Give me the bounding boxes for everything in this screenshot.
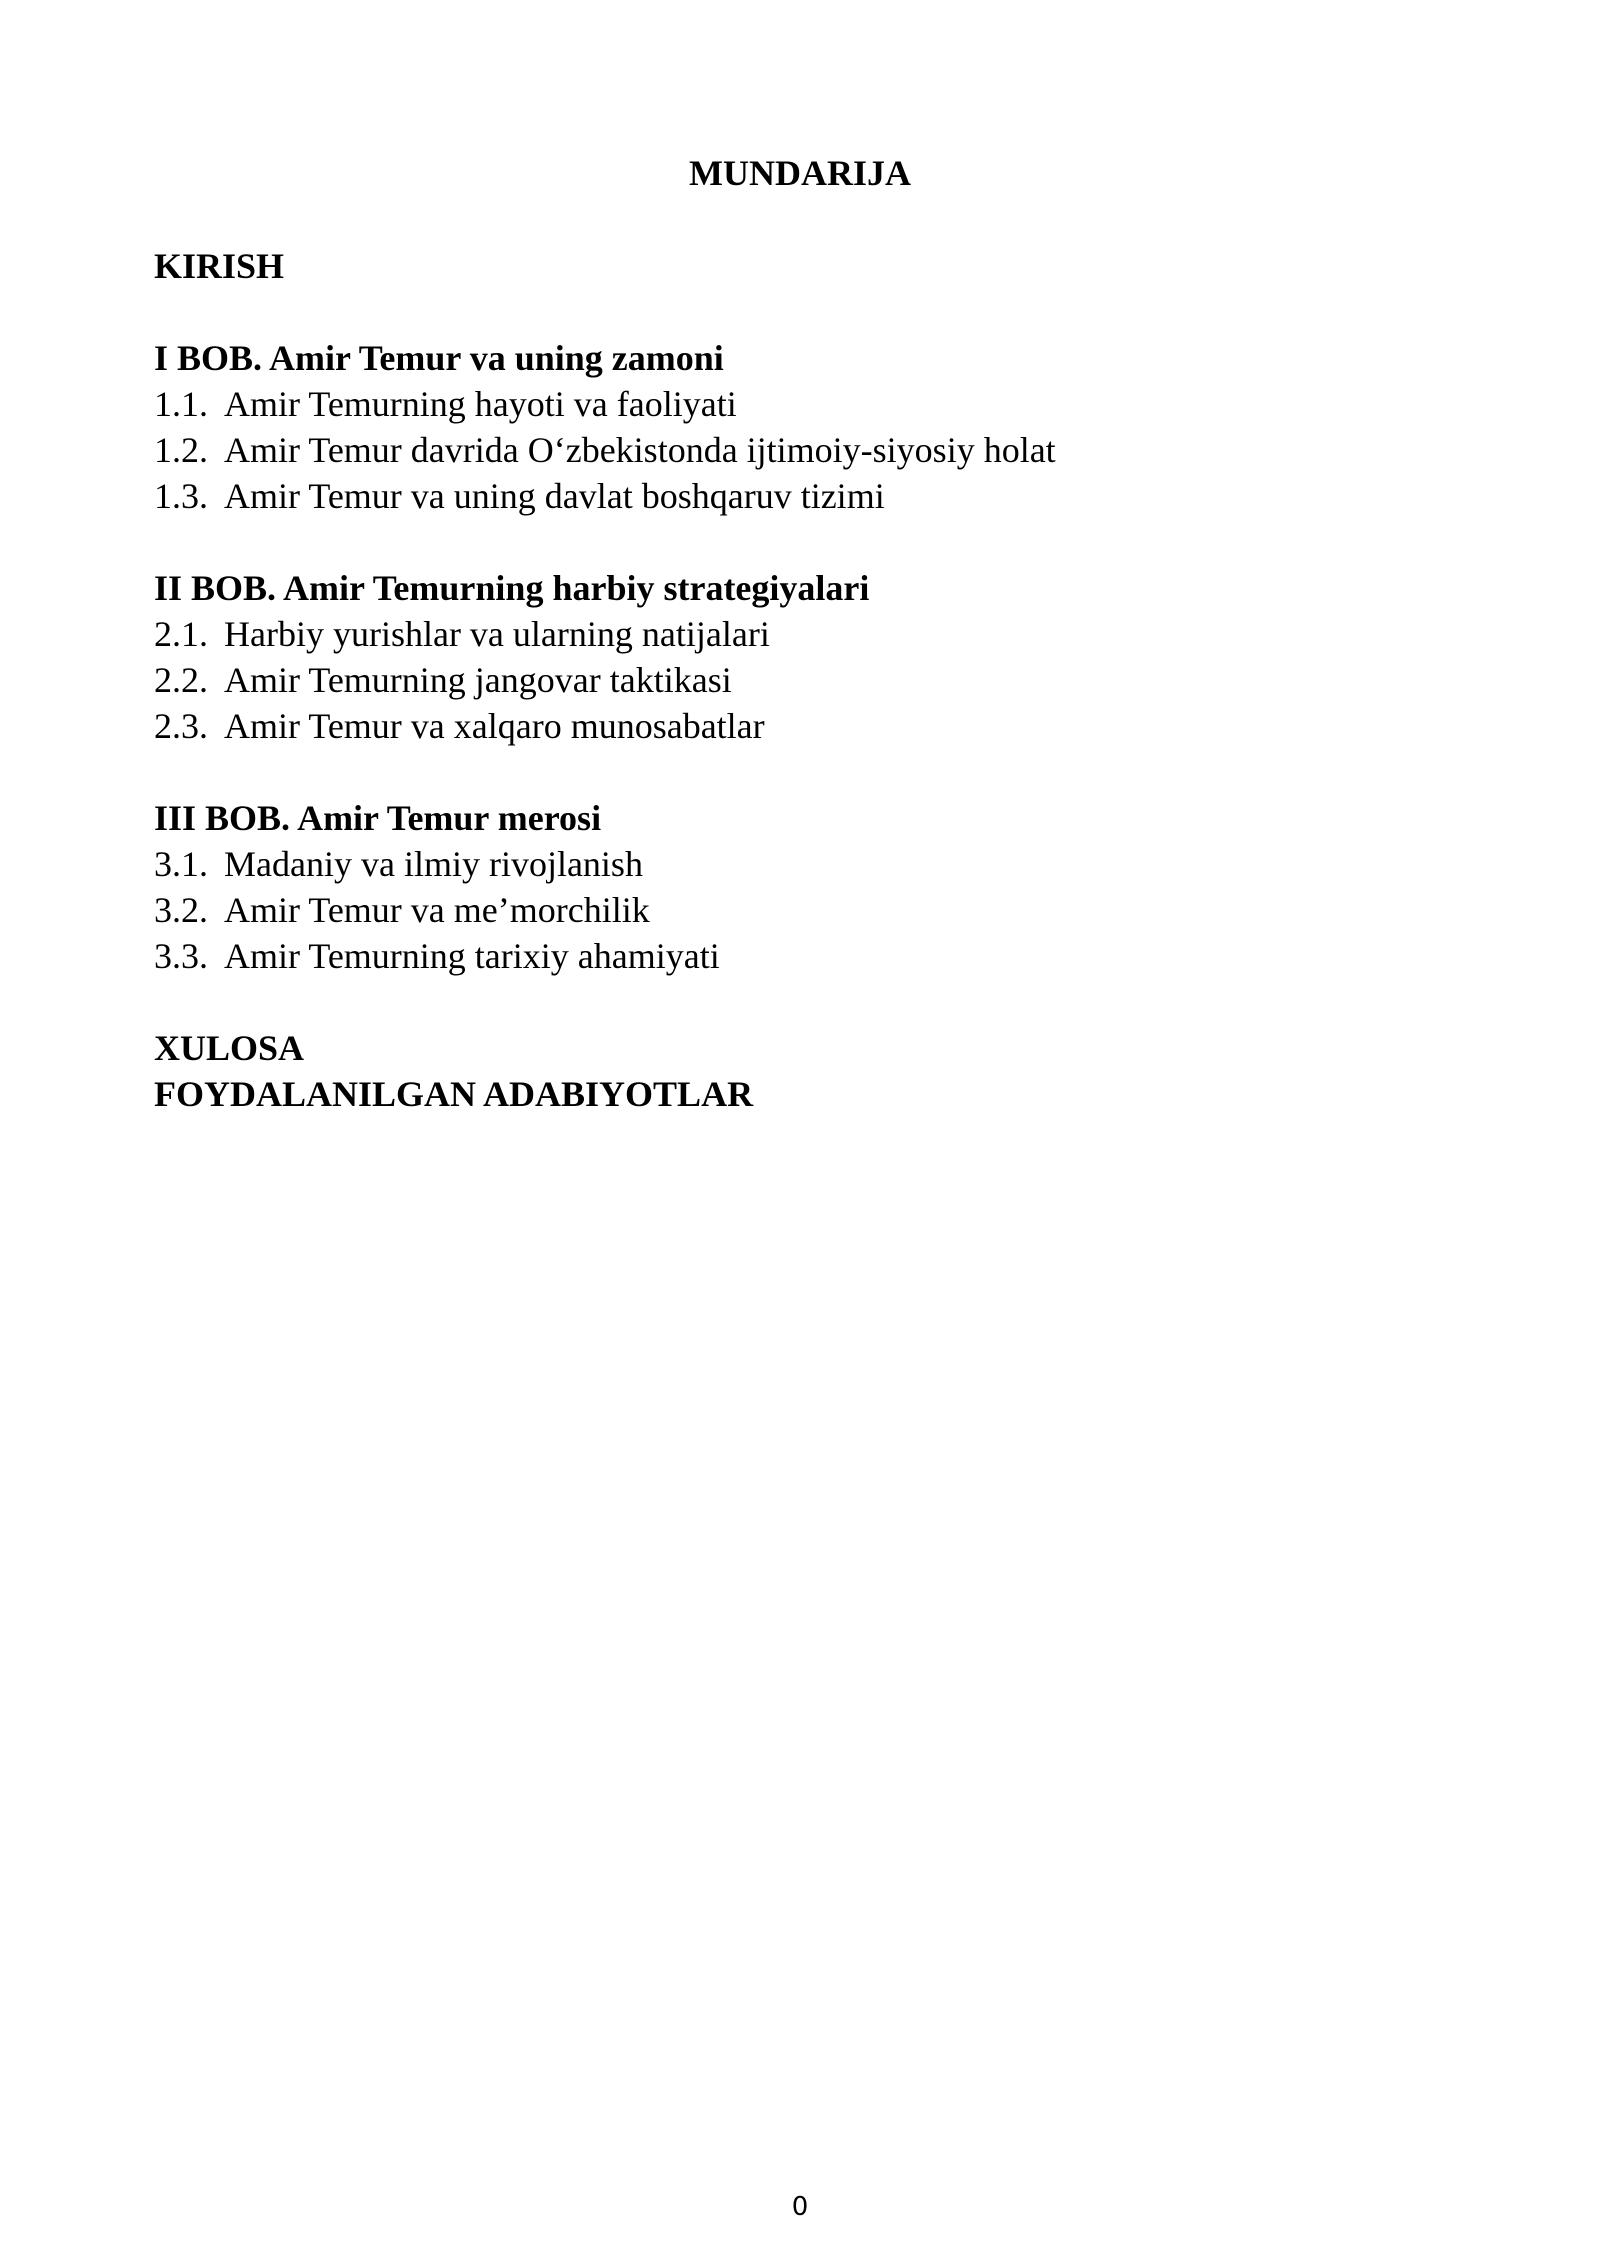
toc-intro: KIRISH <box>154 246 285 286</box>
section-number: 2.2. <box>154 660 208 700</box>
section-number: 1.2. <box>154 430 208 470</box>
toc-conclusion: XULOSA <box>154 1028 305 1068</box>
spacer <box>154 289 1454 335</box>
section-title: Amir Temurning tarixiy ahamiyati <box>224 936 720 976</box>
section-title: Amir Temur va me’morchilik <box>224 890 650 930</box>
section-title: Amir Temurning hayoti va faoliyati <box>224 384 737 424</box>
chapter-3 <box>154 795 1454 979</box>
section-title: Harbiy yurishlar va ularning natijalari <box>224 614 770 654</box>
section-number: 1.1. <box>154 384 208 424</box>
toc-section <box>154 611 1454 657</box>
section-title: Madaniy va ilmiy rivojlanish <box>224 844 643 884</box>
section-number: 1.3. <box>154 476 208 516</box>
page-number: 0 <box>791 2192 809 2222</box>
toc-section <box>154 841 1454 887</box>
section-title: Amir Temur davrida O‘zbekistonda ijtimoiy-siyosiy holat <box>224 430 1056 470</box>
section-title: Amir Temur va uning davlat boshqaruv tizimi <box>224 476 885 516</box>
toc-section <box>154 381 1454 427</box>
chapter-heading: II BOB. Amir Temurning harbiy strategiyalari <box>154 568 870 608</box>
toc-section <box>154 473 1454 519</box>
section-number: 2.1. <box>154 614 208 654</box>
spacer <box>154 519 1454 565</box>
section-title: Amir Temurning jangovar taktikasi <box>224 660 732 700</box>
toc-section <box>154 933 1454 979</box>
toc-section <box>154 427 1454 473</box>
toc-section <box>154 657 1454 703</box>
chapter-1 <box>154 335 1454 519</box>
table-of-contents <box>154 243 1454 1117</box>
section-number: 2.3. <box>154 706 208 746</box>
toc-references: FOYDALANILGAN ADABIYOTLAR <box>154 1074 754 1114</box>
spacer <box>154 749 1454 795</box>
chapter-2 <box>154 565 1454 749</box>
spacer <box>154 979 1454 1025</box>
section-title: Amir Temur va xalqaro munosabatlar <box>224 706 765 746</box>
toc-section <box>154 703 1454 749</box>
chapter-heading: I BOB. Amir Temur va uning zamoni <box>154 338 724 378</box>
section-number: 3.1. <box>154 844 208 884</box>
toc-section <box>154 887 1454 933</box>
section-number: 3.3. <box>154 936 208 976</box>
section-number: 3.2. <box>154 890 208 930</box>
page-title: MUNDARIJA <box>689 153 911 193</box>
chapter-heading: III BOB. Amir Temur merosi <box>154 798 602 838</box>
